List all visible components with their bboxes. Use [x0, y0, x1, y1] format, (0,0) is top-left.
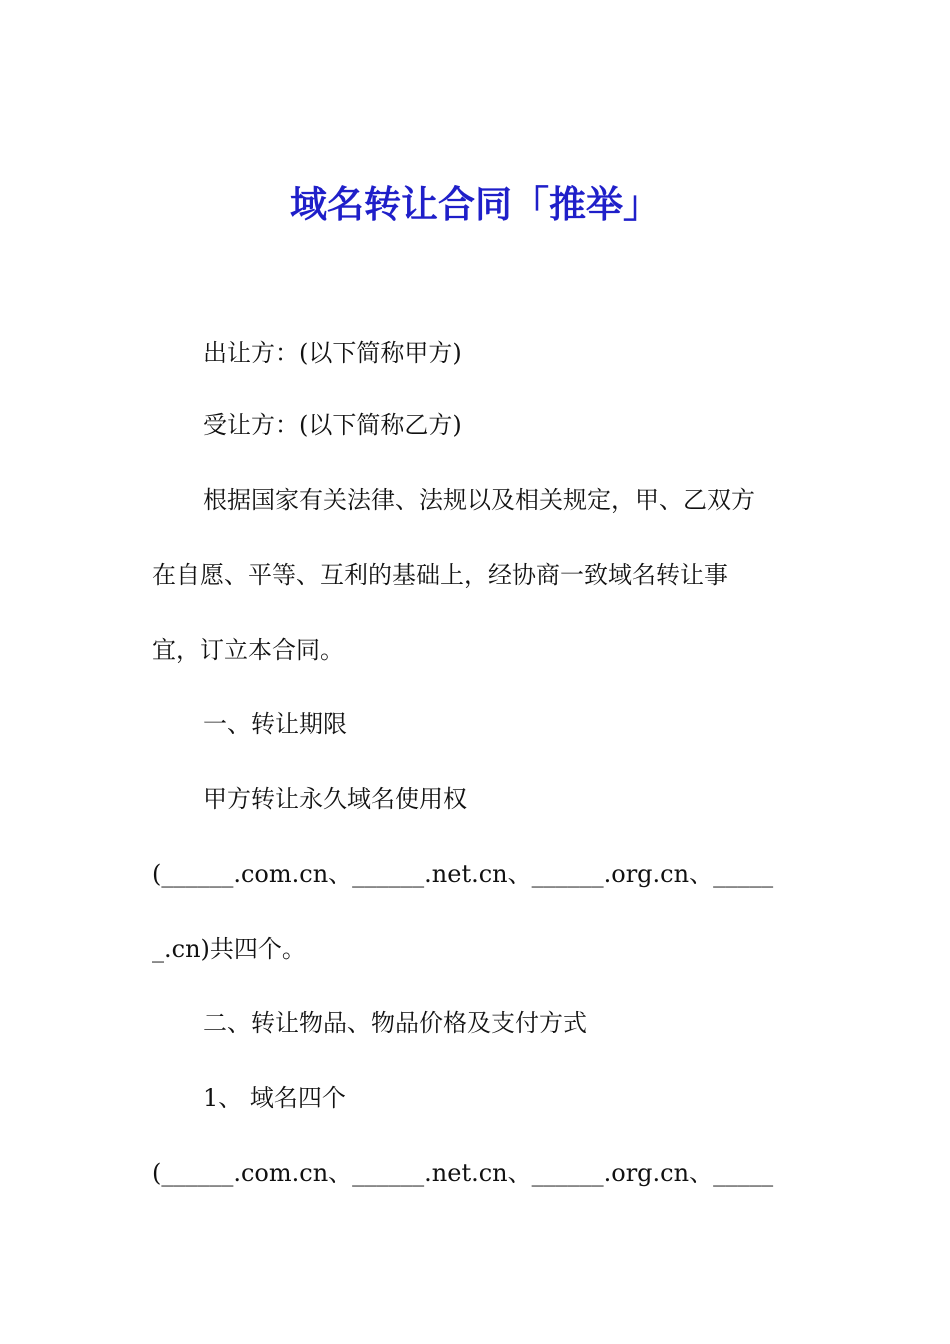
section-1-heading: 一、转让期限: [203, 710, 347, 738]
section-1-text: 甲方转让永久域名使用权: [203, 785, 467, 813]
domain-list-line-1: (______.com.cn、______.net.cn、______.org.cn、_____: [152, 860, 774, 888]
domain-list-line-3: (______.com.cn、______.net.cn、______.org.cn、_____: [152, 1159, 774, 1187]
preamble-line-3: 宜，订立本合同。: [152, 636, 344, 664]
item-1-heading: 1、 域名四个: [203, 1084, 346, 1112]
domain-list-line-2: _.cn)共四个。: [152, 935, 306, 963]
preamble-line-2: 在自愿、平等、互利的基础上，经协商一致域名转让事: [152, 561, 728, 589]
party-a-line: 出让方：(以下简称甲方): [203, 339, 462, 367]
party-b-line: 受让方：(以下简称乙方): [203, 411, 462, 439]
section-2-heading: 二、转让物品、物品价格及支付方式: [203, 1009, 587, 1037]
preamble-line-1: 根据国家有关法律、法规以及相关规定，甲、乙双方: [203, 486, 755, 514]
document-title: 域名转让合同「推举」: [290, 182, 660, 226]
